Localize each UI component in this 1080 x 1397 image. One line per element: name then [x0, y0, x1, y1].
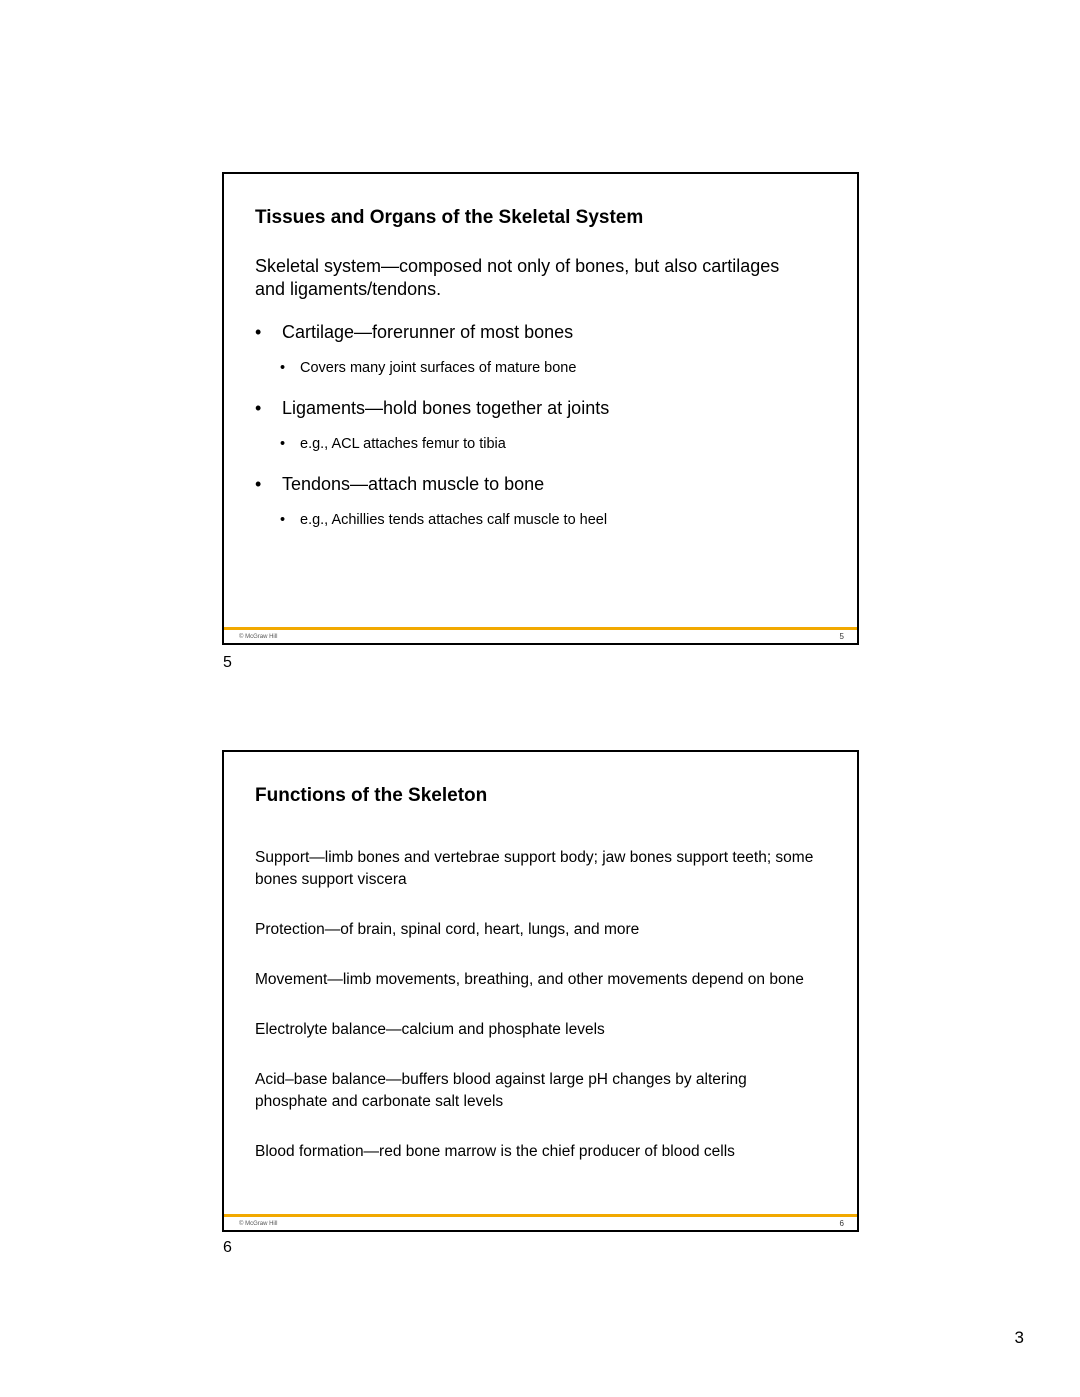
- page-number: 3: [1014, 1328, 1024, 1347]
- slide-number: 6: [839, 1219, 844, 1228]
- bullet-text: Cartilage—forerunner of most bones: [282, 321, 574, 342]
- paragraph: Blood formation—red bone marrow is the chief producer of blood cells: [255, 1143, 735, 1160]
- below-slide-number: 5: [223, 654, 232, 671]
- slide-title: Tissues and Organs of the Skeletal System: [255, 207, 644, 228]
- sub-bullet-text: Covers many joint surfaces of mature bone: [300, 360, 577, 377]
- bullet-item: [255, 474, 827, 496]
- bullet-marker-icon: [255, 398, 282, 420]
- slide-6: [222, 750, 859, 1232]
- bullet-marker-icon: [255, 474, 282, 496]
- paragraph: Electrolyte balance—calcium and phosphate levels: [255, 1021, 605, 1038]
- slide-5-content: [224, 174, 857, 530]
- bullet-marker-icon: [255, 322, 282, 344]
- bullet-text: Ligaments—hold bones together at joints: [282, 397, 610, 418]
- paragraph: Support—limb bones and vertebrae support body; jaw bones support teeth; some bones support viscera: [255, 849, 814, 888]
- slide-footer: [224, 1219, 857, 1228]
- intro-text: Skeletal system—composed not only of bones, but also cartilages and ligaments/tendons.: [255, 256, 780, 300]
- slide-6-content: [224, 752, 857, 1163]
- slide-number: 5: [839, 632, 844, 641]
- slide-footer: [224, 632, 857, 641]
- accent-bar: [224, 1214, 857, 1217]
- sub-bullet-text: e.g., ACL attaches femur to tibia: [300, 436, 506, 453]
- below-slide-number: 6: [223, 1239, 232, 1256]
- slide-title: Functions of the Skeleton: [255, 785, 488, 806]
- copyright-text: © McGraw Hill: [239, 633, 278, 640]
- bullet-text: Tendons—attach muscle to bone: [282, 473, 545, 494]
- paragraph: Protection—of brain, spinal cord, heart, lungs, and more: [255, 921, 640, 938]
- bullet-item: [255, 322, 827, 344]
- sub-bullet-item: [280, 360, 827, 377]
- bullet-item: [255, 398, 827, 420]
- bullet-marker-icon: [280, 360, 300, 377]
- accent-bar: [224, 627, 857, 630]
- slide-5: [222, 172, 859, 645]
- paragraph: Acid–base balance—buffers blood against large pH changes by altering phosphate and carbonate salt levels: [255, 1071, 747, 1110]
- sub-bullet-item: [280, 512, 827, 529]
- bullet-marker-icon: [280, 436, 300, 453]
- bullet-marker-icon: [280, 512, 300, 529]
- copyright-text: © McGraw Hill: [239, 1220, 278, 1227]
- paragraph: Movement—limb movements, breathing, and other movements depend on bone: [255, 971, 804, 988]
- sub-bullet-text: e.g., Achillies tends attaches calf muscle to heel: [300, 512, 608, 529]
- sub-bullet-item: [280, 436, 827, 453]
